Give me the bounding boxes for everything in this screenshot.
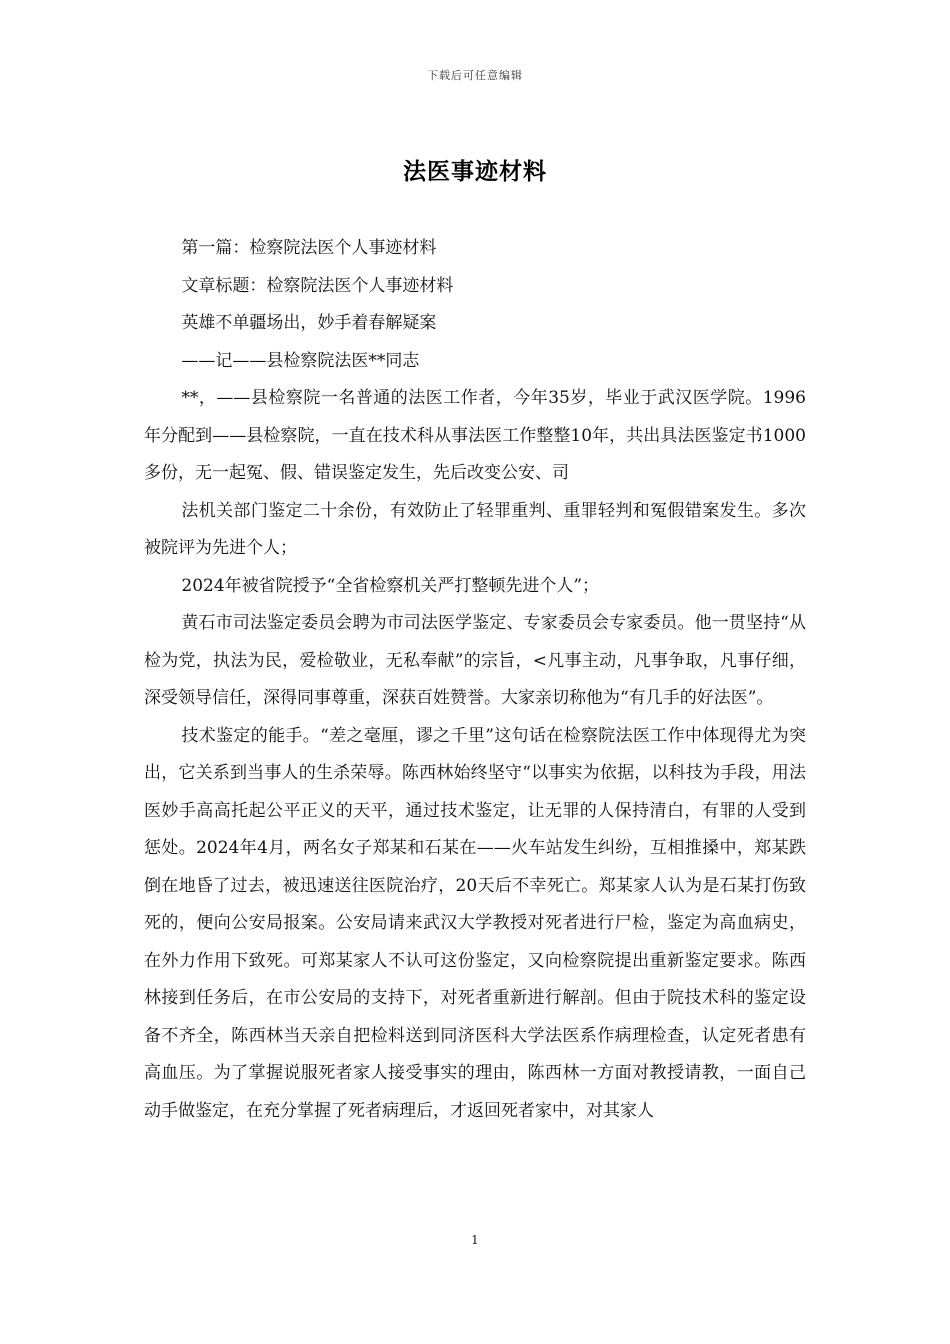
paragraph-article-title: 文章标题：检察院法医个人事迹材料 (181, 275, 454, 296)
paragraph-body-intro: **，——县检察院一名普通的法医工作者，今年35岁，毕业于武汉医学院。1996年分配到——县检察院，一直在技术科从事法医工作整整10年，共出具法医鉴定书1000多份，无一起冤、假、错误鉴定发生，先后改变公安、司 (144, 388, 806, 483)
paragraph-case-story: 技术鉴定的能手。“差之毫厘，谬之千里”这句话在检察院法医工作中体现得尤为突出，它关系到当事人的生杀荣辱。陈西林始终坚守“以事实为依据，以科技为手段，用法医妙手高高托起公平正义的天平，通过技术鉴定，让无罪的人保持清白，有罪的人受到惩处。2024年4月，两名女子郑某和石某在——火车站发生纠纷，互相推搡中，郑某跌倒在地昏了过去，被迅速送往医院治疗，20天后不幸死亡。郑某家人认为是石某打伤致死的，便向公安局报案。公安局请来武汉大学教授对死者进行尸检，鉴定为高血病史，在外力作用下致死。可郑某家人不认可这份鉴定，又向检察院提出重新鉴定要求。陈西林接到任务后，在市公安局的支持下，对死者重新进行解剖。但由于院技术科的鉴定设备不齐全，陈西林当天亲自把检料送到同济医科大学法医系作病理检查，认定死者患有高血压。为了掌握说服死者家人接受事实的理由，陈西林一方面对教授请教，一面自己动手做鉴定，在充分掌握了死者病理后，才返回死者家中，对其家人 (144, 725, 806, 1121)
paragraph-award: 2024年被省院授予“全省检察机关严打整顿先进个人”； (181, 575, 600, 596)
paragraph-subheadline: ——记——县检察院法医**同志 (181, 350, 420, 371)
page-header-note: 下载后可任意编辑 (427, 69, 523, 82)
page-number: 1 (471, 1233, 479, 1247)
document-body (144, 230, 806, 1130)
paragraph-body-continued: 法机关部门鉴定二十余份，有效防止了轻罪重判、重罪轻判和冤假错案发生。多次被院评为先进个人； (144, 500, 806, 558)
paragraph-appointment: 黄石市司法鉴定委员会聘为市司法医学鉴定、专家委员会专家委员。他一贯坚持“从检为党，执法为民，爱检敬业，无私奉献”的宗旨，<凡事主动，凡事争取，凡事仔细，深受领导信任，深得同事尊重，深获百姓赞誉。大家亲切称他为“有几手的好法医”。 (144, 613, 806, 708)
paragraph-headline: 英雄不单疆场出，妙手着春解疑案 (181, 313, 437, 333)
paragraph-section-heading: 第一篇：检察院法医个人事迹材料 (181, 238, 437, 258)
document-title: 法医事迹材料 (403, 158, 547, 185)
